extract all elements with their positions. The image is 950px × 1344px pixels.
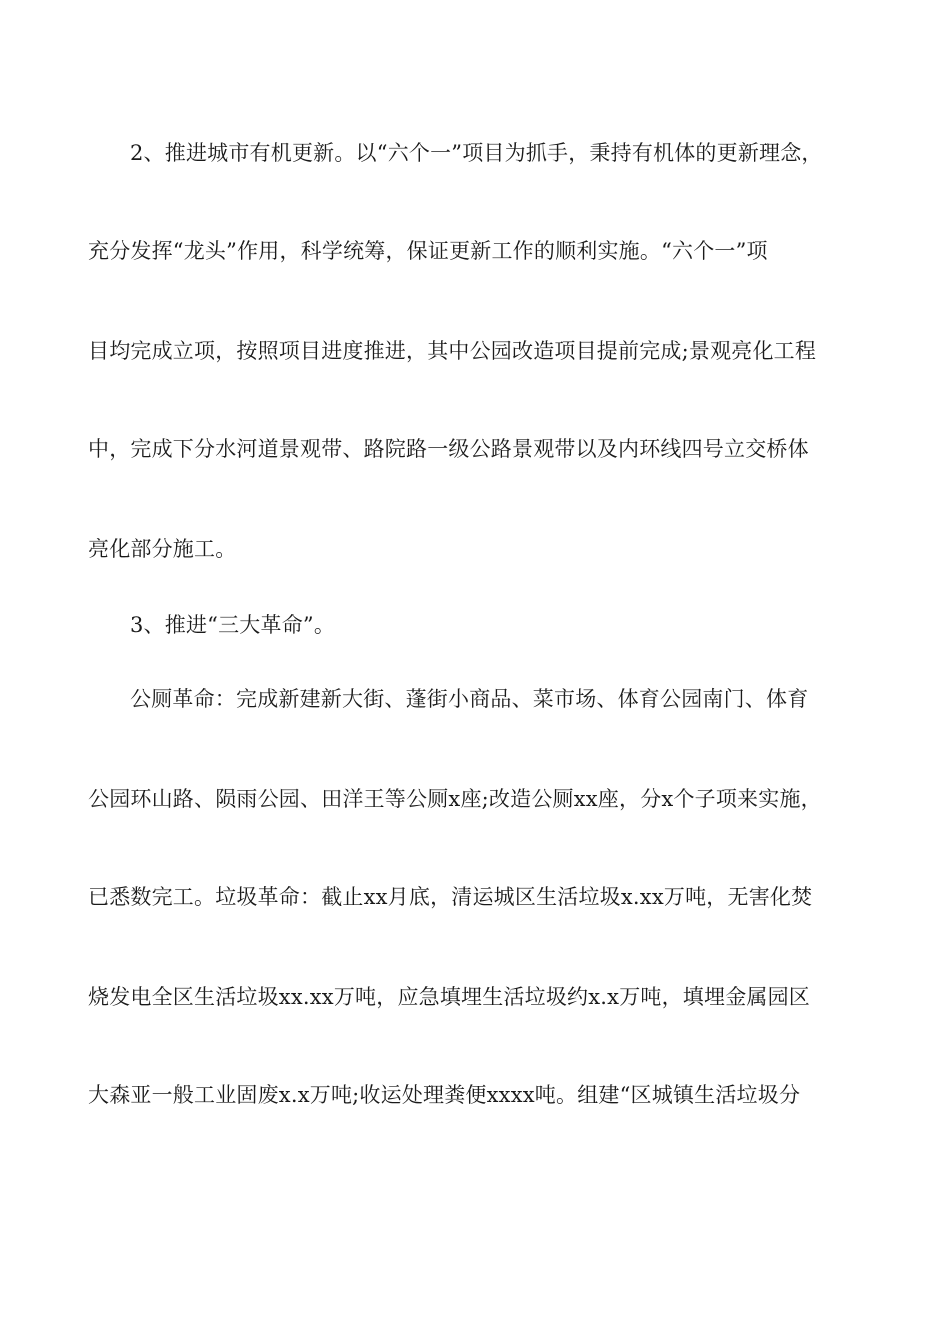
paragraph-2-line-5: 亮化部分施工。 <box>88 537 237 561</box>
paragraph-2-line-3: 目均完成立项，按照项目进度推进，其中公园改造项目提前完成;景观亮化工程 <box>88 339 817 363</box>
paragraph-toilet-line-1: 公厕革命：完成新建新大街、蓬街小商品、菜市场、体育公园南门、体育 <box>130 687 809 711</box>
paragraph-2-line-1: 2、推进城市有机更新。以“六个一”项目为抓手，秉持有机体的更新理念， <box>130 141 823 165</box>
paragraph-toilet-line-5: 大森亚一般工业固废x.x万吨;收运处理粪便xxxx吨。组建“区城镇生活垃圾分 <box>88 1083 801 1107</box>
paragraph-2-line-4: 中，完成下分水河道景观带、路院路一级公路景观带以及内环线四号立交桥体 <box>88 437 809 461</box>
paragraph-toilet-line-4: 烧发电全区生活垃圾xx.xx万吨，应急填埋生活垃圾约x.x万吨，填埋金属园区 <box>88 985 811 1009</box>
paragraph-toilet-line-3: 已悉数完工。垃圾革命：截止xx月底，清运城区生活垃圾x.xx万吨，无害化焚 <box>88 885 813 909</box>
section-3-heading: 3、推进“三大革命”。 <box>130 613 336 637</box>
paragraph-2-line-2: 充分发挥“龙头”作用，科学统筹，保证更新工作的顺利实施。“六个一”项 <box>88 239 768 263</box>
paragraph-toilet-line-2: 公园环山路、陨雨公园、田洋王等公厕x座;改造公厕xx座，分x个子项来实施， <box>88 787 822 811</box>
